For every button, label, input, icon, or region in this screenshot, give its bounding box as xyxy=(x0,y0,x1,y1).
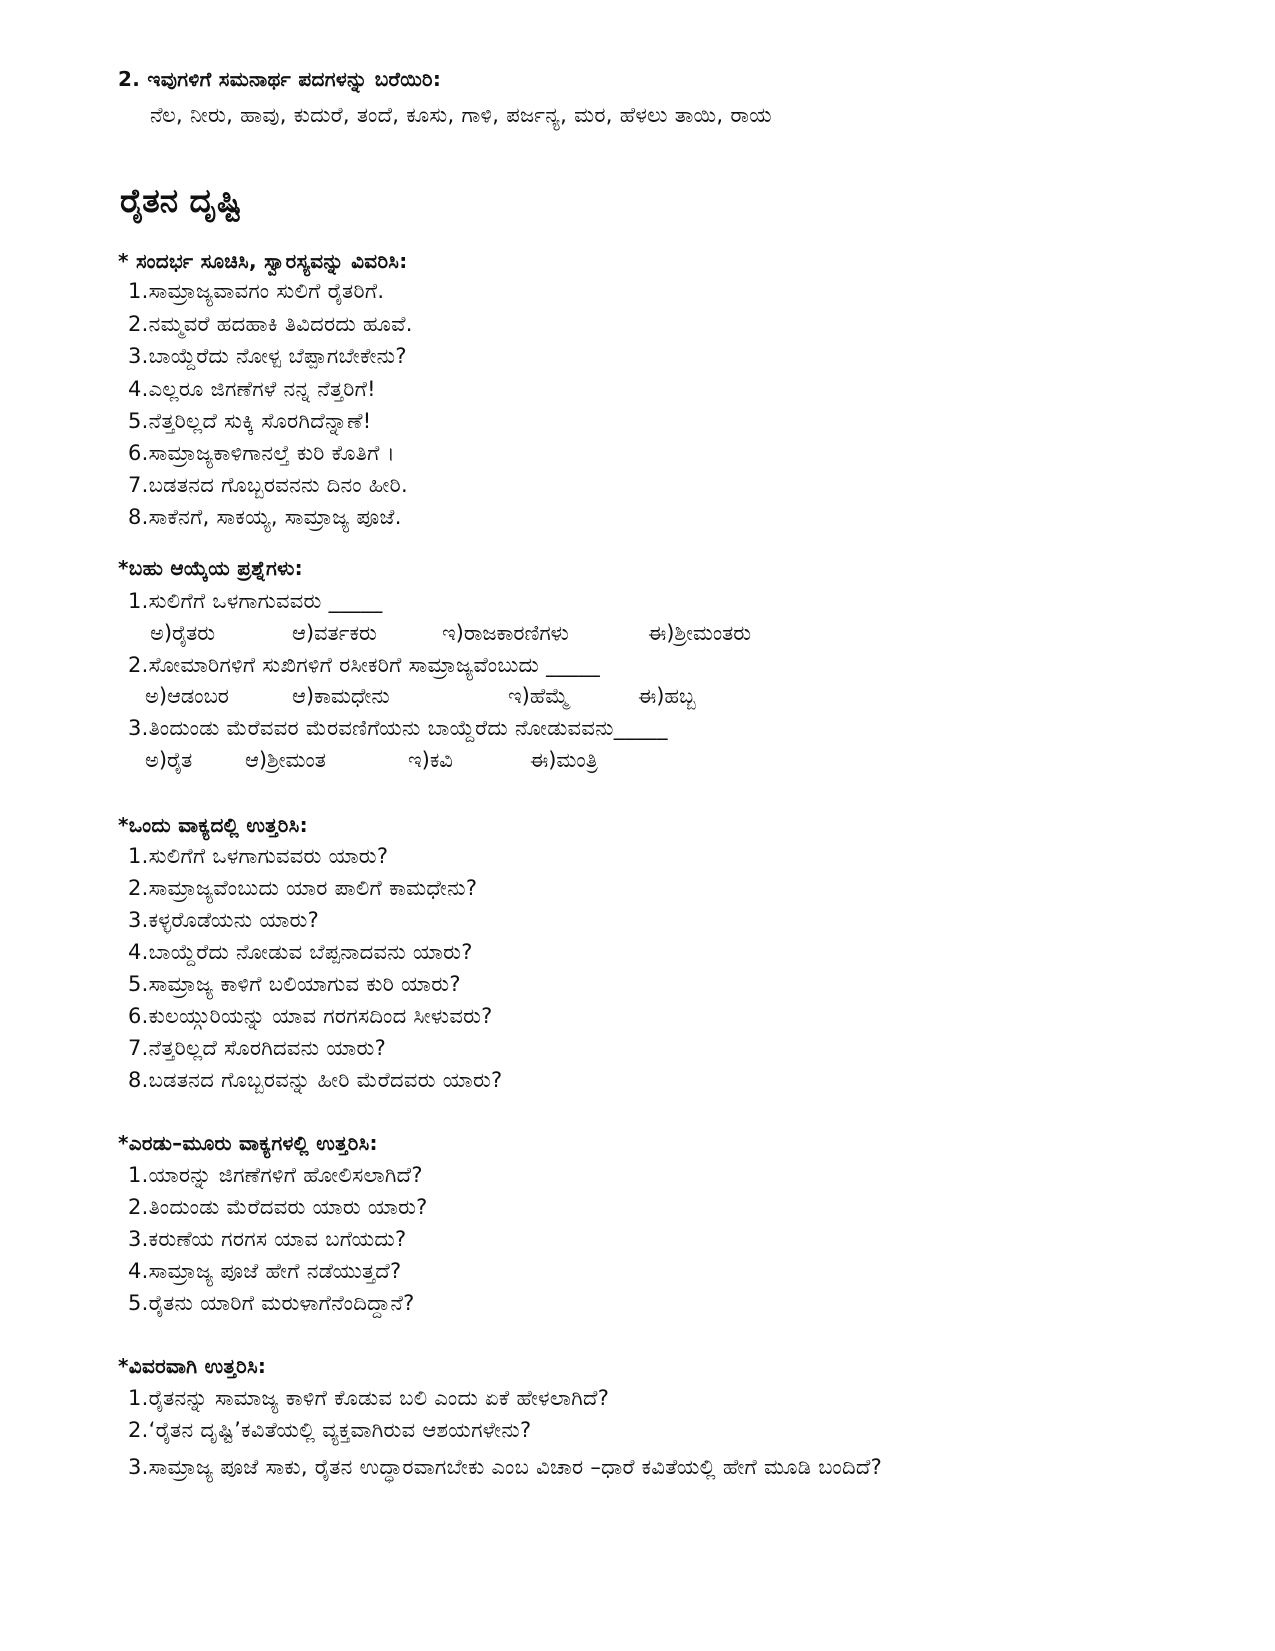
mcq-option: ಈ)ಶ್ರೀಮಂತರು xyxy=(648,621,752,645)
mcq-option: ಈ)ಹಬ್ಬ xyxy=(638,684,696,708)
detailed-item: 1.ರೈತನನ್ನು ಸಾಮಾಜ್ಯ ಕಾಳಿಗೆ ಕೊಡುವ ಬಲಿ ಎಂದು ಏಕೆ ಹೇಳಲಾಗಿದೆ? xyxy=(128,1386,610,1410)
mcq-option: ಇ)ರಾಜಕಾರಣಿಗಳು xyxy=(442,621,569,645)
mcq-option: ಅ)ರೈತರು xyxy=(150,621,216,645)
context-heading: * ಸಂದರ್ಭ ಸೂಚಿಸಿ, ಸ್ವಾರಸ್ಯವನ್ನು ವಿವರಿಸಿ: xyxy=(118,249,408,273)
mcq-question: 1.ಸುಲಿಗೆಗೆ ಒಳಗಾಗುವವರು _____ xyxy=(128,589,383,613)
mcq-option: ಅ)ರೈತ xyxy=(145,748,193,772)
mcq-heading: *ಬಹು ಆಯ್ಕೆಯ ಪ್ರಶ್ನೆಗಳು: xyxy=(118,556,303,580)
one-sentence-item: 4.ಬಾಯ್ದೆರೆದು ನೋಡುವ ಬೆಪ್ಪನಾದವನು ಯಾರು? xyxy=(128,940,473,964)
context-item: 4.ಎಲ್ಲರೂ ಜಿಗಣೆಗಳೆ ನನ್ನ ನೆತ್ತರಿಗೆ! xyxy=(128,377,376,401)
synonyms-word-list: ನೆಲ, ನೀರು, ಹಾವು, ಕುದುರೆ, ತಂದೆ, ಕೂಸು, ಗಾಳಿ, ಪರ್ಜನ್ಯ, ಮರ, ಹೆಳಲು ತಾಯಿ, ರಾಯ xyxy=(150,103,772,127)
two-three-item: 5.ರೈತನು ಯಾರಿಗೆ ಮರುಳಾಗೆನೆಂದಿದ್ದಾನೆ? xyxy=(128,1291,415,1315)
synonyms-heading xyxy=(118,64,441,94)
two-three-heading: *ಎರಡು–ಮೂರು ವಾಕ್ಯಗಳಲ್ಲಿ ಉತ್ತರಿಸಿ: xyxy=(118,1131,378,1155)
one-sentence-item: 5.ಸಾಮ್ರಾಜ್ಯ ಕಾಳಿಗೆ ಬಲಿಯಾಗುವ ಕುರಿ ಯಾರು? xyxy=(128,972,461,996)
two-three-item: 4.ಸಾಮ್ರಾಜ್ಯ ಪೂಜೆ ಹೇಗೆ ನಡೆಯುತ್ತದೆ? xyxy=(128,1259,402,1283)
context-item: 7.ಬಡತನದ ಗೊಬ್ಬರವನನು ದಿನಂ ಹೀರಿ. xyxy=(128,473,408,497)
mcq-option: ಆ)ವರ್ತಕರು xyxy=(292,621,377,645)
context-item: 5.ನೆತ್ತರಿಲ್ಲದೆ ಸುಕ್ಕಿ ಸೊರಗಿದೆನ್ನಾಣೆ! xyxy=(128,409,372,433)
synonyms-heading-text: ಇವುಗಳಿಗೆ ಸಮನಾರ್ಥ ಪದಗಳನ್ನು ಬರೆಯಿರಿ: xyxy=(147,67,442,91)
one-sentence-item: 7.ನೆತ್ತರಿಲ್ಲದೆ ಸೊರಗಿದವನು ಯಾರು? xyxy=(128,1036,387,1060)
one-sentence-item: 8.ಬಡತನದ ಗೊಬ್ಬರವನ್ನು ಹೀರಿ ಮೆರೆದವರು ಯಾರು? xyxy=(128,1068,503,1092)
mcq-question: 2.ಸೋಮಾರಿಗಳಿಗೆ ಸುಖಿಗಳಿಗೆ ರಸೀಕರಿಗೆ ಸಾಮ್ರಾಜ್ಯವೆಂಬುದು _____ xyxy=(128,653,601,677)
two-three-item: 2.ತಿಂದುಂಡು ಮೆರೆದವರು ಯಾರು ಯಾರು? xyxy=(128,1195,428,1219)
detailed-item: 3.ಸಾಮ್ರಾಜ್ಯ ಪೂಜೆ ಸಾಕು, ರೈತನ ಉದ್ಧಾರವಾಗಬೇಕು ಎಂಬ ವಿಚಾರ –ಧಾರೆ ಕವಿತೆಯಲ್ಲಿ ಹೇಗೆ ಮೂಡಿ ಬಂದಿದೆ? xyxy=(128,1455,883,1479)
mcq-option: ಈ)ಮಂತ್ರಿ xyxy=(530,748,598,772)
context-item: 8.ಸಾಕೆನಗೆ, ಸಾಕಯ್ಯ, ಸಾಮ್ರಾಜ್ಯ ಪೂಜೆ. xyxy=(128,505,402,529)
two-three-item: 3.ಕರುಣೆಯ ಗರಗಸ ಯಾವ ಬಗೆಯದು? xyxy=(128,1227,407,1251)
mcq-option: ಅ)ಆಡಂಬರ xyxy=(145,684,229,708)
mcq-option: ಆ)ಶ್ರೀಮಂತ xyxy=(245,748,326,772)
two-three-item: 1.ಯಾರನ್ನು ಜಿಗಣೆಗಳಿಗೆ ಹೋಲಿಸಲಾಗಿದೆ? xyxy=(128,1163,423,1187)
context-item: 2.ನಮ್ಮವರೆ ಹದಹಾಕಿ ತಿವಿದರದು ಹೂವೆ. xyxy=(128,312,413,336)
context-item: 3.ಬಾಯ್ದೆರೆದು ನೋಳ್ಪ ಬೆಪ್ಪಾಗಬೇಕೇನು? xyxy=(128,344,407,368)
detailed-heading: *ವಿವರವಾಗಿ ಉತ್ತರಿಸಿ: xyxy=(118,1354,267,1378)
synonyms-heading-number: 2. xyxy=(118,67,141,91)
mcq-option: ಇ)ಕವಿ xyxy=(408,748,453,772)
context-item: 1.ಸಾಮ್ರಾಜ್ಯವಾವಗಂ ಸುಲಿಗೆ ರೈತರಿಗೆ. xyxy=(128,279,385,303)
one-sentence-heading: *ಒಂದು ವಾಕ್ಯದಲ್ಲಿ ಉತ್ತರಿಸಿ: xyxy=(118,813,308,837)
detailed-item: 2.‘ರೈತನ ದೃಷ್ಟಿ’ಕವಿತೆಯಲ್ಲಿ ವ್ಯಕ್ತವಾಗಿರುವ ಆಶಯಗಳೇನು? xyxy=(128,1418,532,1442)
mcq-option: ಆ)ಕಾಮಧೇನು xyxy=(292,684,390,708)
mcq-question: 3.ತಿಂದುಂಡು ಮೆರೆವವರ ಮೆರವಣಿಗೆಯನು ಬಾಯ್ದೆರೆದು ನೋಡುವವನು_____ xyxy=(128,716,668,740)
mcq-option: ಇ)ಹೆಮ್ಮೆ xyxy=(508,684,569,708)
lesson-title: ರೈತನ ದೃಷ್ಟಿ xyxy=(120,181,242,220)
one-sentence-item: 1.ಸುಲಿಗೆಗೆ ಒಳಗಾಗುವವರು ಯಾರು? xyxy=(128,844,389,868)
context-item: 6.ಸಾಮ್ರಾಜ್ಯಕಾಳಿಗಾನಲ್ತೆ ಕುರಿ ಕೊತಿಗೆ । xyxy=(128,441,395,465)
one-sentence-item: 3.ಕಳ್ಳರೊಡೆಯನು ಯಾರು? xyxy=(128,908,320,932)
one-sentence-item: 6.ಕುಲಯ್ಗುರಿಯನ್ನು ಯಾವ ಗರಗಸದಿಂದ ಸೀಳುವರು? xyxy=(128,1004,493,1028)
one-sentence-item: 2.ಸಾಮ್ರಾಜ್ಯವೆಂಬುದು ಯಾರ ಪಾಲಿಗೆ ಕಾಮಧೇನು? xyxy=(128,876,478,900)
